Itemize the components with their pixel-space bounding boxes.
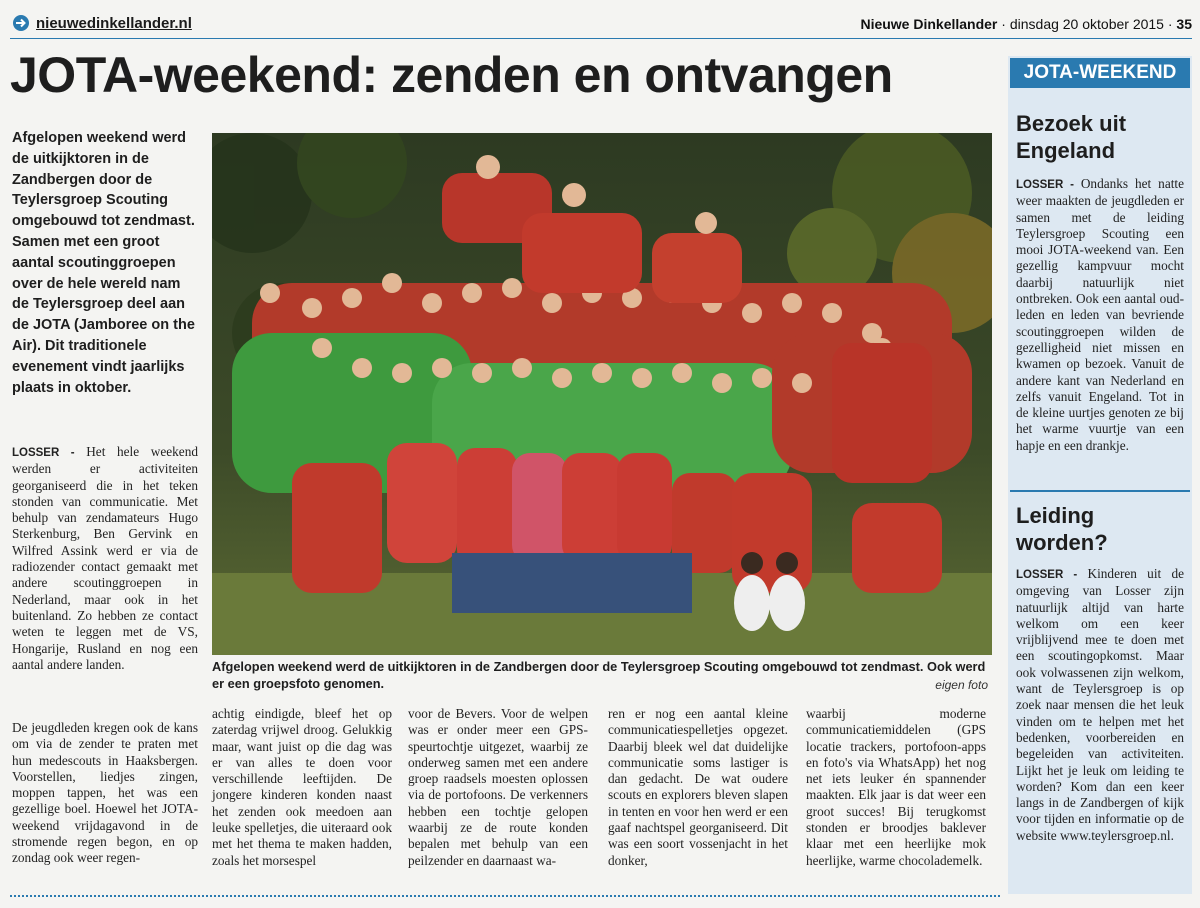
sidebar-text-1	[1016, 176, 1184, 454]
sidebar-heading-1: Bezoek uit Engeland	[1016, 111, 1127, 163]
sidebar-paragraph: Kinderen uit de omgeving van Losser zijn natuurlijk altijd van harte welkom om een keer vrijblijvend mee te doen met een scoutingopkomst. Maar ook volwassenen zijn welkom, want de Teylersgroep is op zoek naar mensen die het leuk vinden om te helpen met het bedenken, voorbereiden en begeleiden van activiteiten. Lijkt het je leuk om leiding te worden? Kom dan een keer langs in de Zandbergen of kijk voor tijden en informatie op de website www.teylersgroep.nl.	[1016, 566, 1184, 843]
site-logo	[12, 14, 192, 32]
article-headline: JOTA-weekend: zenden en ontvangen	[10, 47, 893, 103]
article-lead: Afgelopen weekend werd de uitkijktoren in de Zandbergen door de Teylersgroep Scouting omgebouwd tot zendmast. Samen met een groot aantal scoutinggroepen over de hele wereld nam de Teylersgroep deel aan de JOTA (Jamboree on the Air). Dit traditionele evenement vindt jaarlijks plaats in oktober.	[12, 130, 195, 396]
dateline: LOSSER -	[1016, 179, 1074, 191]
sidebar-paragraph: Ondanks het natte weer maakten de jeugdleden er samen met de leiding Teylersgroep Scouting een mooi JOTA-weekend van. Een gezellig kampvuur mocht daarbij natuurlijk niet ontbreken. Ook een aantal oud-leden en leden van bevriende scoutinggroepen wilden de gezelligheid niet missen en kwamen op bezoek. Vanuit de andere kant van Nederland en zelfs vanuit Engeland. Tot in de kleine uurtjes genoten ze bij het warme vuurtje van een hapje en een drankje.	[1016, 176, 1185, 453]
article-column-5: waarbij moderne communicatiemiddelen (GPS locatie trackers, portofoon-apps en foto's via WhatsApp) het nog net iets leuker én spannender maakten. Elk jaar is dat weer een groot succes! Bij terugkomst stonden er broodjes baklever klaar met een heerlijke mok heerlijke, warme chocolademelk.	[806, 706, 986, 868]
sidebar-heading-2: Leiding worden?	[1016, 503, 1108, 555]
photo-credit: eigen foto	[935, 678, 988, 692]
site-url[interactable]: nieuwedinkellander.nl	[36, 14, 192, 32]
article-column-2: achtig eindigde, bleef het op zaterdag vrijwel droog. Gelukkig maar, want juist op die dag was er van alles te doen voor verschillende leeftijden. De jongere kinderen konden naast het zenden ook meedoen aan leuke spelletjes, die uiteraard ook met het thema te maken hadden, zoals het morsespel	[212, 706, 392, 868]
dateline: LOSSER -	[12, 447, 75, 459]
article-column-3: voor de Bevers. Voor de welpen was er onder meer een GPS-speurtochtje uitgezet, waarbij ze onderweg samen met een andere groep raadsels moesten oplossen via de portofoons. De verkenners hebben een tochtje gelopen waarbij ze de route konden bepalen met behulp van een peilzender en daarnaast wa-	[408, 706, 588, 868]
issue-date: dinsdag 20 oktober 2015	[1009, 16, 1164, 32]
article-column-1: De jeugdleden kregen ook de kans om via de zender te praten met hun medescouts in Haaksbergen. Voorstellen, liedjes zingen, moppen tappen, het was een gezellige boel. Hoewel het JOTA-weekend vrijdagavond in de stromende regen begon, en op zondag ook weer regen-	[12, 720, 198, 866]
page-header	[10, 12, 1192, 39]
bottom-divider	[10, 895, 1000, 897]
sidebar-tag: JOTA-WEEKEND	[1010, 58, 1190, 88]
sidebar	[1008, 56, 1192, 894]
masthead	[860, 16, 1192, 32]
sidebar-text-2	[1016, 566, 1184, 844]
sidebar-divider	[1010, 490, 1190, 492]
article-column-4: ren er nog een aantal kleine communicatiespelletjes opgezet. Daarbij bleek wel dat duidelijke communicatie soms lastiger is dan gedacht. De wat oudere scouts en explorers bleven slapen in tenten en voor hen werd er een gaaf nachtspel georganiseerd. Dit was een soort vossenjacht in het donker,	[608, 706, 788, 868]
photo-caption: Afgelopen weekend werd de uitkijktoren in de Zandbergen door de Teylersgroep Scouting omgebouwd tot zendmast. Ook werd er een groepsfoto genomen.	[212, 659, 986, 691]
arrow-circle-icon	[12, 14, 30, 32]
article-paragraph-1	[12, 444, 198, 673]
separator-dot: ·	[1167, 16, 1177, 32]
separator-dot: ·	[1001, 16, 1010, 32]
dateline: LOSSER -	[1016, 569, 1078, 581]
paper-name: Nieuwe Dinkellander	[860, 16, 998, 32]
paragraph-text: Het hele weekend werden er activiteiten georganiseerd die in het teken stonden van communicatie. Met behulp van zendamateurs Hugo Sterkenburg, Ben Gervink en Wilfred Assink werd er via de radiozender contact gemaakt met andere scoutinggroepen in Nederland, maar ook in het buitenland. Zo hebben ze contact weten te leggen met de VS, Hongarije, Rusland en nog een aantal andere landen.	[12, 444, 199, 672]
page-number: 35	[1176, 16, 1192, 32]
group-photo	[212, 133, 992, 655]
